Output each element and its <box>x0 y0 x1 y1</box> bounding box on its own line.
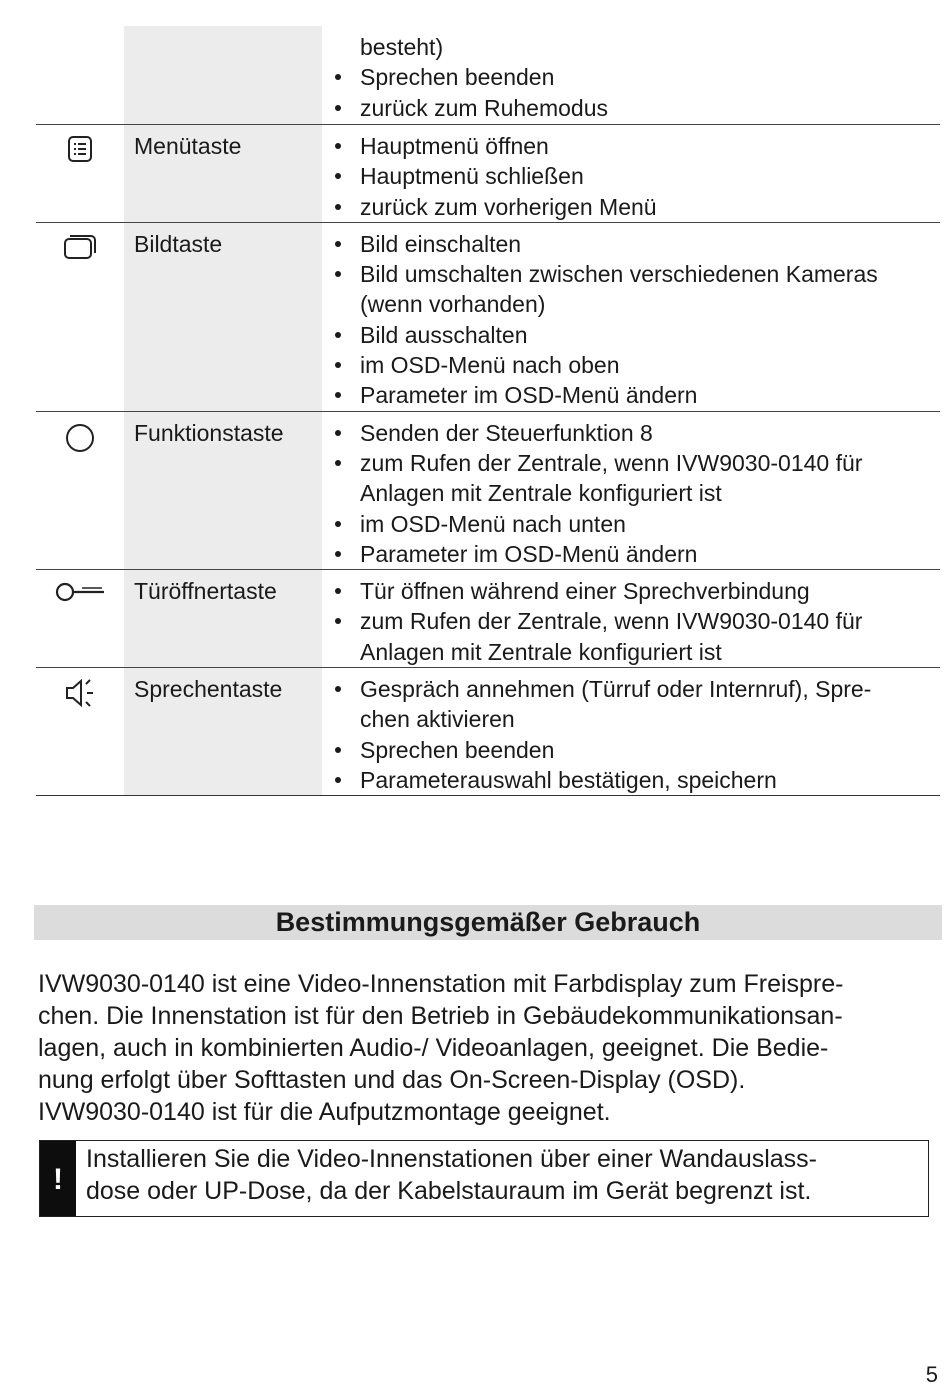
circle-icon <box>64 422 96 454</box>
function-list <box>322 576 930 667</box>
table-row-continuation <box>36 26 940 125</box>
function-list <box>322 131 930 222</box>
section-heading: Bestimmungsgemäßer Gebrauch <box>34 905 942 940</box>
key-name: Bildtaste <box>124 222 322 411</box>
list-item: zurück zum Ruhemodus <box>322 93 930 123</box>
list-item: (wenn vorhanden) <box>360 291 546 318</box>
paragraph-line: IVW9030-0140 ist für die Aufputzmontage geeignet. <box>38 1098 611 1126</box>
function-list <box>322 674 930 795</box>
list-item: im OSD-Menü nach oben <box>322 350 930 380</box>
speaker-icon <box>63 678 97 708</box>
list-item: Parameterauswahl bestätigen, speichern <box>322 765 930 795</box>
function-list <box>322 418 930 569</box>
list-item: zum Rufen der Zentrale, wenn IVW9030-0140 für <box>322 448 930 478</box>
menu-list-icon <box>66 135 94 163</box>
list-item: Tür öffnen während einer Sprechverbindung <box>322 576 930 606</box>
list-item: besteht) <box>360 34 444 60</box>
screen-icon <box>62 233 98 261</box>
paragraph-line: nung erfolgt über Softtasten und das On-Screen-Display (OSD). <box>38 1066 746 1094</box>
list-item: Bild ausschalten <box>322 320 930 350</box>
list-item: Sprechen beenden <box>322 62 930 92</box>
function-list <box>322 229 930 411</box>
intro-paragraph <box>38 968 938 1128</box>
list-item: zum Rufen der Zentrale, wenn IVW9030-0140 für <box>322 606 930 636</box>
page-number: 5 <box>925 1362 938 1387</box>
table-row-menutaste <box>36 125 940 223</box>
table-row-bildtaste <box>36 222 940 411</box>
warning-notice <box>39 1140 929 1217</box>
notice-text <box>86 1143 908 1207</box>
notice-line: dose oder UP-Dose, da der Kabelstauraum im Gerät begrenzt ist. <box>86 1177 812 1205</box>
key-name: Funktionstaste <box>124 411 322 569</box>
list-item: Bild umschalten zwischen verschiedenen Kameras <box>322 259 930 289</box>
key-name: Menütaste <box>124 125 322 223</box>
list-item: Hauptmenü schließen <box>322 161 930 191</box>
list-item: Anlagen mit Zentrale konfiguriert ist <box>360 638 722 665</box>
function-list <box>322 32 930 123</box>
list-item: chen aktivieren <box>360 706 515 733</box>
key-name: Sprechentaste <box>124 668 322 796</box>
list-item: Bild einschalten <box>322 229 930 259</box>
list-item: Sprechen beenden <box>322 735 930 765</box>
paragraph-line: IVW9030-0140 ist eine Video-Innenstation mit Farbdisplay zum Freispre- <box>38 970 844 998</box>
table-row-funktionstaste <box>36 411 940 569</box>
list-item: Senden der Steuerfunktion 8 <box>322 418 930 448</box>
notice-line: Installieren Sie die Video-Innenstationen über einer Wandauslass- <box>86 1145 818 1173</box>
paragraph-line: lagen, auch in kombinierten Audio-/ Videoanlagen, geeignet. Die Bedie- <box>38 1034 829 1062</box>
table-row-tueroeffnertaste <box>36 570 940 668</box>
list-item: Parameter im OSD-Menü ändern <box>322 539 930 569</box>
list-item: Parameter im OSD-Menü ändern <box>322 380 930 410</box>
warning-icon: ! <box>40 1141 76 1216</box>
list-item: zurück zum vorherigen Menü <box>322 192 930 222</box>
key-name: Türöffnertaste <box>124 570 322 668</box>
paragraph-line: chen. Die Innenstation ist für den Betrieb in Gebäudekommunikationsan- <box>38 1002 843 1030</box>
table-row-sprechentaste <box>36 668 940 796</box>
key-icon <box>54 580 106 604</box>
list-item: im OSD-Menü nach unten <box>322 509 930 539</box>
list-item: Anlagen mit Zentrale konfiguriert ist <box>360 480 722 507</box>
key-function-table <box>36 26 940 796</box>
list-item: Gespräch annehmen (Türruf oder Internruf), Spre- <box>322 674 930 704</box>
list-item: Hauptmenü öffnen <box>322 131 930 161</box>
